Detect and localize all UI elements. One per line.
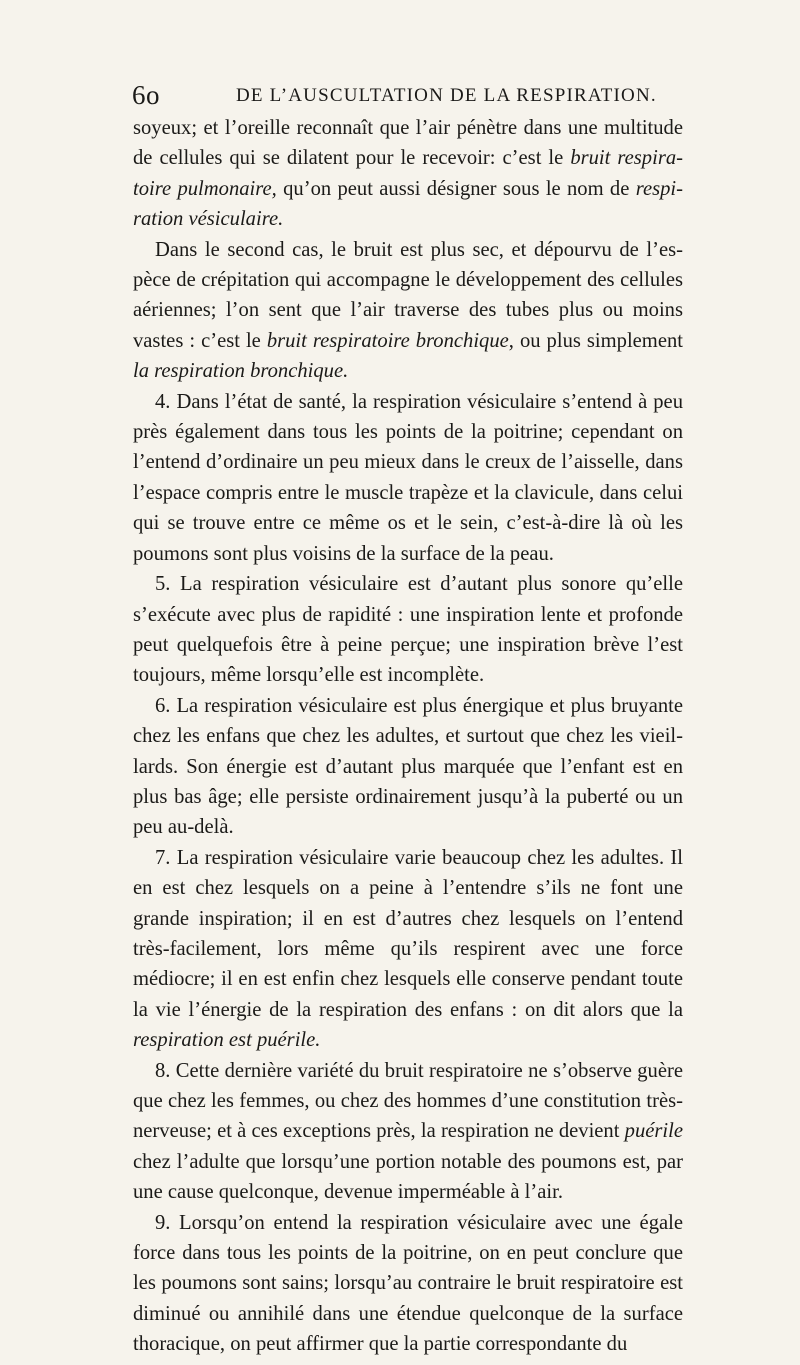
text-run: 4. Dans l’état de santé, la respiration vésiculaire s’entend à peu près également dans tous les points de la poitrine; cependant on l’entend d’ordinaire un peu mieux dans le creux de l’aisselle, dans l’espace compris entre le muscle trapèze et la clavicule, dans celui qui se trouve entre ce même os et le sein, c’est-à-dire là où les poumons sont plus voisins de la surface de la peau. [133,390,683,565]
text-run: , ou plus simplement [508,329,683,352]
page-number: 6o [132,80,160,110]
paragraph [133,387,683,569]
italic-text: respiration est puérile. [133,1029,321,1052]
paragraph [133,235,683,387]
text-run: qu’on peut aussi désigner sous le nom de [276,177,636,200]
italic-text: respiration vésiculaire. [133,177,683,231]
paragraph [133,1056,683,1208]
paragraph [133,843,683,1056]
paragraph [133,691,683,843]
text-run: chez l’adulte que lorsqu’une portion notable des poumons est, par une cause quelconque, devenue imperméable à l’air. [133,1150,683,1204]
paragraph [133,569,683,691]
italic-text: puérile [624,1120,683,1143]
body-text [133,113,683,1360]
text-run: 6. La respiration vésiculaire est plus énergique et plus bruyante chez les enfans que chez les adultes, et surtout que chez les vieillards. Son énergie est d’autant plus marquée que l’enfant est en plus bas âge; elle persiste ordinairement jusqu’à la puberté ou un peu au-delà. [133,694,683,839]
text-run: Dans le second cas, le bruit est plus sec, et dépourvu de l’espèce de crépitation qui accompagne le développement des cellules aériennes; l’on sent que l’air traverse des tubes plus ou moins vastes : c’est le [133,238,683,352]
running-head: DE L’AUSCULTATION DE LA RESPIRATION. [236,85,657,106]
paragraph [133,113,683,235]
page-header [132,80,692,114]
text-run: 8. Cette dernière variété du bruit respiratoire ne s’observe guère que chez les femmes, ou chez des hommes d’une constitution très-nerveuse; et à ces exceptions près, la respiration ne devient [133,1059,683,1143]
text-run: 9. Lorsqu’on entend la respiration vésiculaire avec une égale force dans tous les points de la poitrine, on en peut conclure que les poumons sont sains; lorsqu’au contraire le bruit respiratoire est diminué ou annihilé dans une étendue quelconque de la surface thoracique, on peut affirmer que la partie correspondante du [133,1211,683,1356]
italic-text: bruit respiratoire pulmonaire, [133,147,683,200]
text-run: 7. La respiration vésiculaire varie beaucoup chez les adultes. Il en est chez lesquels on a peine à l’entendre s’ils ne font une grande inspiration; il en est d’autres chez lesquels on l’entend très-facilement, lors même qu’ils respirent avec une force médiocre; il en est enfin chez lesquels elle conserve pendant toute la vie l’énergie de la respiration des enfans : on dit alors que la [133,846,683,1021]
paragraph [133,1208,683,1360]
text-run: soyeux; et l’oreille reconnaît que l’air pénètre dans une multitude de cellules qui se dilatent pour le recevoir: c’est le [133,117,683,170]
text-run: 5. La respiration vésiculaire est d’autant plus sonore qu’elle s’exécute avec plus de rapidité : une inspiration lente et profonde peut quelquefois être à peine perçue; une inspiration brève l’est toujours, même lorsqu’elle est incomplète. [133,573,683,687]
italic-text: la respiration bronchique. [133,360,349,383]
italic-text: bruit respiratoire bronchique [266,329,509,352]
